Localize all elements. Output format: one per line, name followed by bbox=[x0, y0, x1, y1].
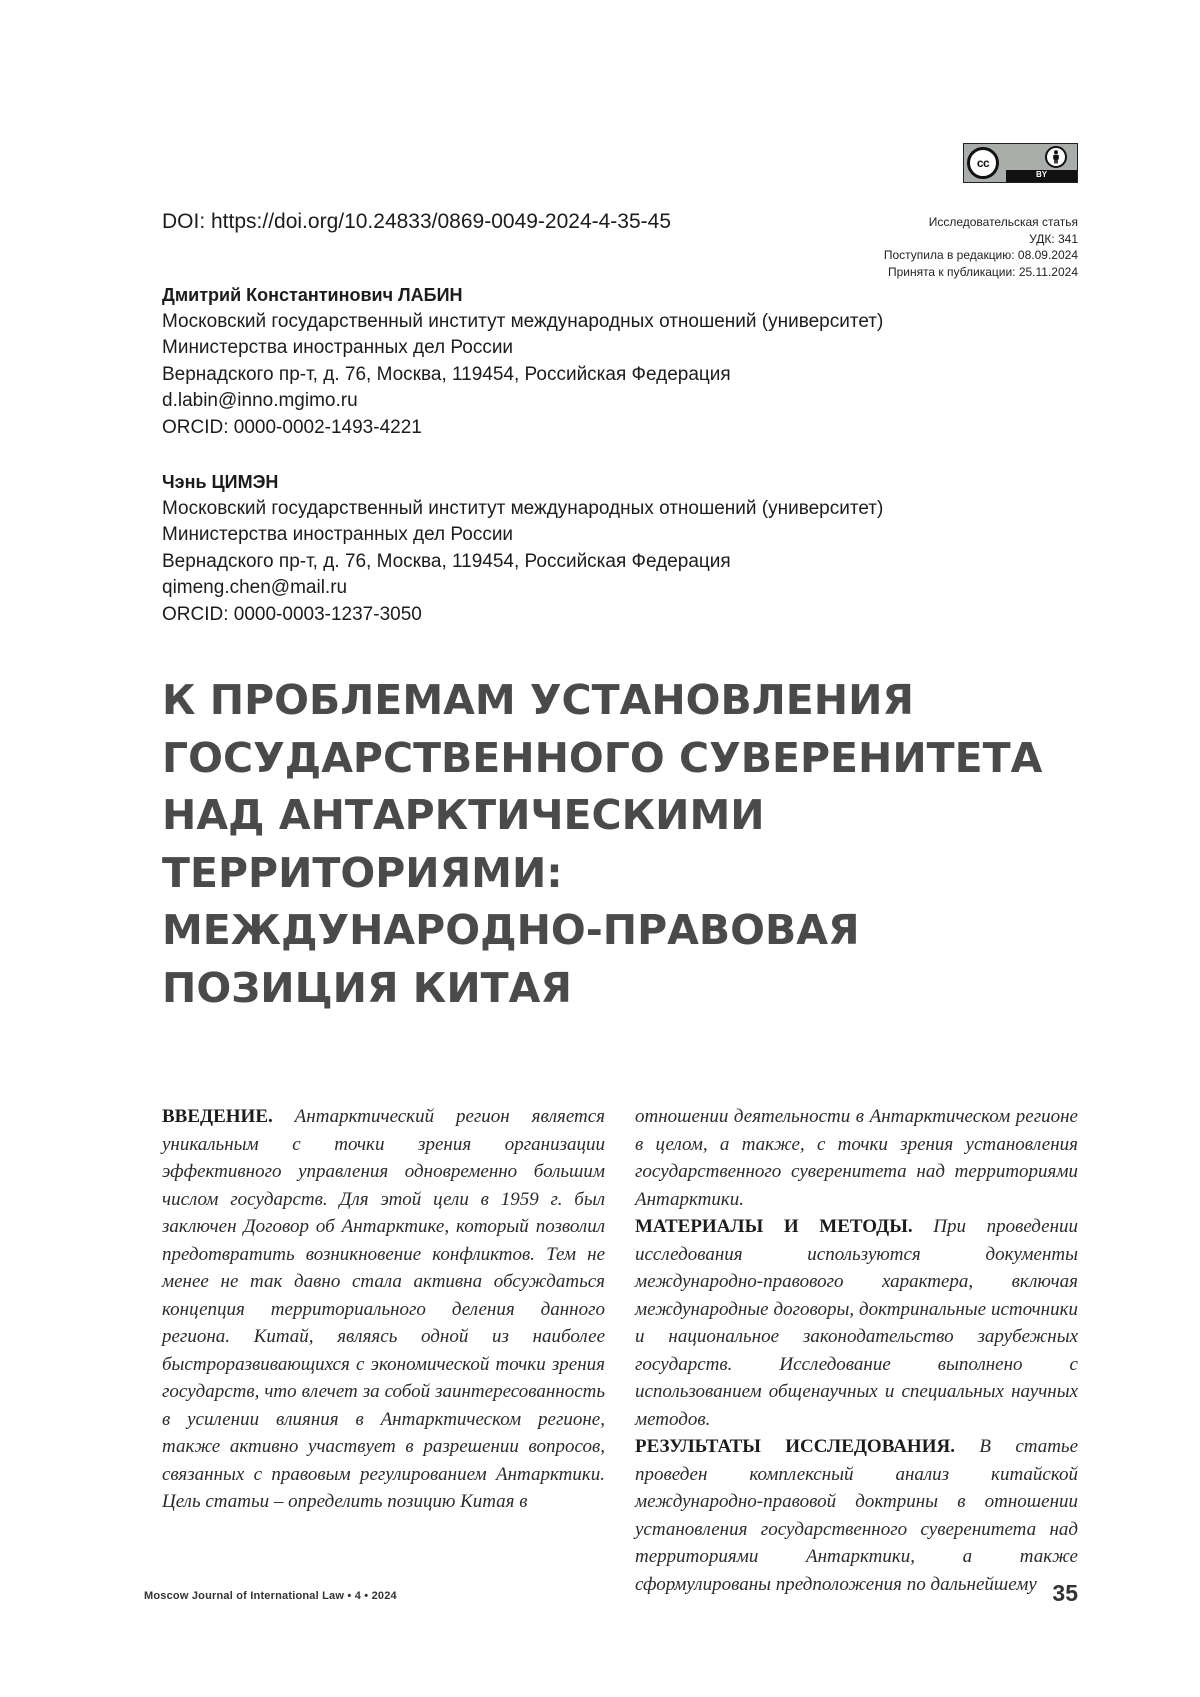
author-affiliation-ministry: Министерства иностранных дел России bbox=[162, 335, 883, 362]
doi-link[interactable]: DOI: https://doi.org/10.24833/0869-0049-2024-4-35-45 bbox=[162, 210, 671, 234]
page-number: 35 bbox=[1052, 1580, 1078, 1607]
author-affiliation: Московский государственный институт международных отношений (университет) bbox=[162, 496, 883, 523]
received-date: Поступила в редакцию: 08.09.2024 bbox=[884, 247, 1078, 264]
title-line: НАД АНТАРКТИЧЕСКИМИ bbox=[162, 787, 1062, 845]
article-type: Исследовательская статья bbox=[884, 214, 1078, 231]
intro-paragraph bbox=[162, 1103, 605, 1516]
author-affiliation: Московский государственный институт международных отношений (университет) bbox=[162, 309, 883, 336]
methods-text: При проведении исследования используются документы международно-правового характера, включая международные договоры, доктринальные источники и национальное законодательство зарубежных государств. Исследование выполнено с использованием общенаучных и специальных научных методов. bbox=[635, 1216, 1078, 1430]
title-line: МЕЖДУНАРОДНО-ПРАВОВАЯ bbox=[162, 902, 1062, 960]
intro-text: Антарктический регион является уникальным с точки зрения организации эффективного управления одновременно большим числом государств. Для этой цели в 1959 г. был заключен Договор об Антарктике, который позволил предотвратить возникновение конфликтов. Тем не менее не так давно стала активна обсуждаться концепция территориального деления данного региона. Китай, являясь одной из наиболее быстроразвивающихся с экономической точки зрения государств, что влечет за собой заинтересованность в усилении влияния в Антарктическом регионе, также активно участвует в разрешении вопросов, связанных с правовым регулированием Антарктики. Цель статьи – определить позицию Китая в bbox=[162, 1106, 605, 1512]
intro-heading: ВВЕДЕНИЕ. bbox=[162, 1106, 273, 1127]
author-address: Вернадского пр-т, д. 76, Москва, 119454, Российская Федерация bbox=[162, 549, 883, 576]
cc-label: cc bbox=[977, 156, 989, 170]
methods-heading: МАТЕРИАЛЫ И МЕТОДЫ. bbox=[635, 1216, 913, 1237]
results-paragraph bbox=[635, 1433, 1078, 1598]
results-heading: РЕЗУЛЬТАТЫ ИССЛЕДОВАНИЯ. bbox=[635, 1436, 955, 1457]
by-label: BY bbox=[1006, 170, 1077, 182]
abstract-column-right bbox=[635, 1103, 1078, 1598]
author-affiliation-ministry: Министерства иностранных дел России bbox=[162, 522, 883, 549]
title-line: К ПРОБЛЕМАМ УСТАНОВЛЕНИЯ bbox=[162, 672, 1062, 730]
title-line: ПОЗИЦИЯ КИТАЯ bbox=[162, 960, 1062, 1018]
results-text: В статье проведен комплексный анализ китайской международно-правовой доктрины в отношении установления государственного суверенитета над территориями Антарктики, а также сформулированы предположения по дальнейшему bbox=[635, 1436, 1078, 1595]
author-name: Дмитрий Константинович ЛАБИН bbox=[162, 282, 883, 309]
author-email[interactable]: d.labin@inno.mgimo.ru bbox=[162, 388, 883, 415]
title-line: ГОСУДАРСТВЕННОГО СУВЕРЕНИТЕТА bbox=[162, 730, 1062, 788]
article-meta bbox=[884, 214, 1078, 280]
accepted-date: Принята к публикации: 25.11.2024 bbox=[884, 264, 1078, 281]
author-block-1 bbox=[162, 282, 883, 441]
author-email[interactable]: qimeng.chen@mail.ru bbox=[162, 575, 883, 602]
author-block-2 bbox=[162, 469, 883, 628]
udk-code: УДК: 341 bbox=[884, 231, 1078, 248]
cc-by-license-badge bbox=[963, 143, 1078, 183]
methods-paragraph bbox=[635, 1213, 1078, 1433]
author-address: Вернадского пр-т, д. 76, Москва, 119454, Российская Федерация bbox=[162, 362, 883, 389]
creative-commons-icon bbox=[967, 147, 999, 179]
person-icon bbox=[1045, 146, 1067, 168]
intro-paragraph-continued: отношении деятельности в Антарктическом регионе в целом, а также, с точки зрения установления государственного суверенитета над территориями Антарктики. bbox=[635, 1103, 1078, 1213]
abstract-column-left bbox=[162, 1103, 605, 1516]
author-name: Чэнь ЦИМЭН bbox=[162, 469, 883, 496]
article-title bbox=[162, 672, 1062, 1017]
title-line: ТЕРРИТОРИЯМИ: bbox=[162, 845, 1062, 903]
author-orcid[interactable]: ORCID: 0000-0003-1237-3050 bbox=[162, 602, 883, 629]
author-orcid[interactable]: ORCID: 0000-0002-1493-4221 bbox=[162, 415, 883, 442]
journal-footer: Moscow Journal of International Law • 4 • 2024 bbox=[144, 1590, 397, 1602]
